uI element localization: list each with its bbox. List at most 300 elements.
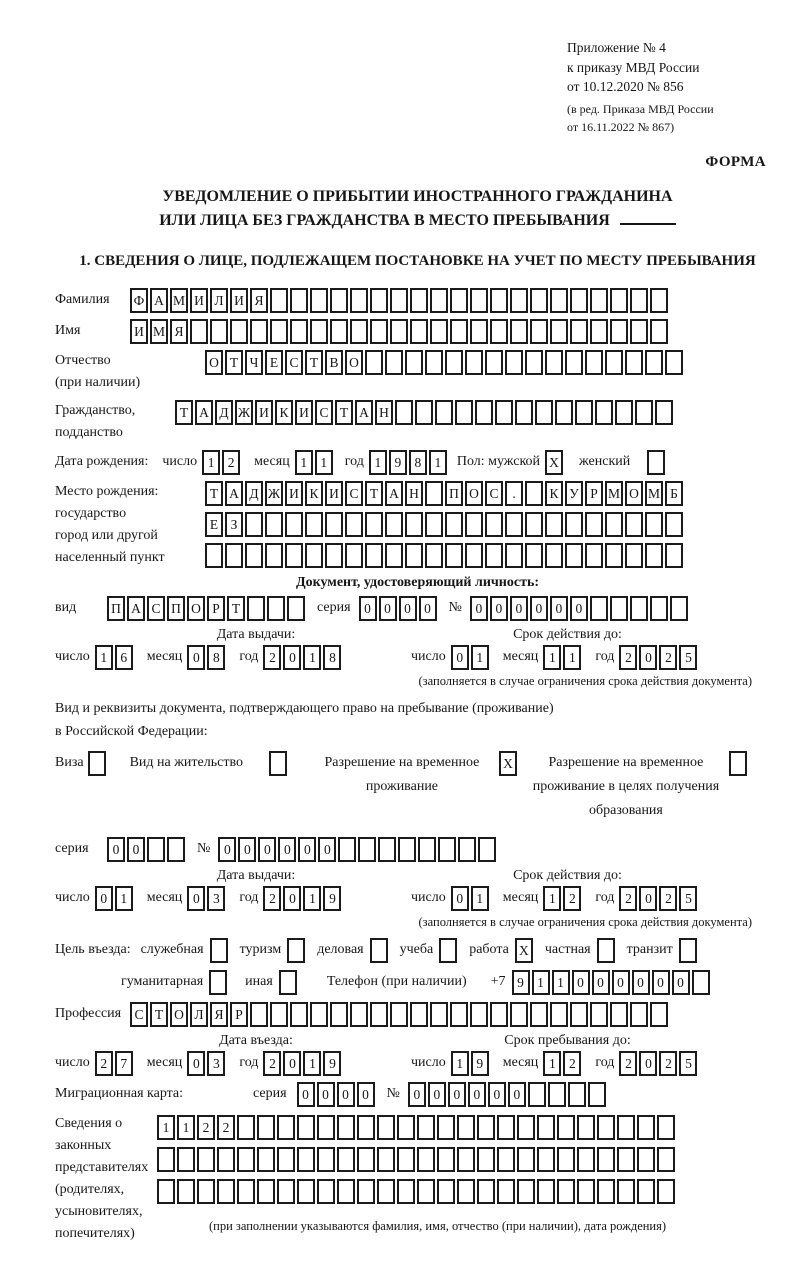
form-cell: 0 xyxy=(652,970,670,995)
number-label: № xyxy=(197,841,211,857)
birth-date-label: Дата рождения: xyxy=(55,454,149,470)
form-cell: Т xyxy=(205,481,223,506)
profession-row xyxy=(55,1002,780,1027)
form-cell: 0 xyxy=(550,596,568,621)
form-cell xyxy=(317,1179,335,1204)
stay-until-heading: Срок пребывания до: xyxy=(504,1032,631,1048)
transit-checkbox xyxy=(679,938,699,963)
form-cell: В xyxy=(325,350,343,375)
form-cell xyxy=(630,288,648,313)
form-cell xyxy=(635,400,653,425)
form-cell xyxy=(370,938,388,963)
citizenship-row xyxy=(55,400,780,444)
form-cell: 2 xyxy=(563,886,581,911)
form-cell xyxy=(270,319,288,344)
form-cell xyxy=(330,1002,348,1027)
form-cell: А xyxy=(150,288,168,313)
form-cell xyxy=(257,1147,275,1172)
form-cell xyxy=(415,400,433,425)
expiry-month-cells xyxy=(543,645,583,670)
form-cell xyxy=(290,319,308,344)
form-cell xyxy=(637,1179,655,1204)
form-cell xyxy=(269,751,287,776)
expiry-day-cells xyxy=(451,645,491,670)
form-cell: Я xyxy=(170,319,188,344)
form-cell xyxy=(385,350,403,375)
form-cell xyxy=(537,1115,555,1140)
form-cell xyxy=(490,319,508,344)
form-cell: 1 xyxy=(95,645,113,670)
form-cell: А xyxy=(195,400,213,425)
form-cell xyxy=(595,400,613,425)
form-cell xyxy=(395,400,413,425)
form-cell xyxy=(590,288,608,313)
appendix-line: Приложение № 4 xyxy=(567,40,666,55)
issue-month-cells xyxy=(187,645,227,670)
form-cell xyxy=(610,596,628,621)
form-cell xyxy=(475,400,493,425)
form-cell xyxy=(692,970,710,995)
section1-heading: 1. СВЕДЕНИЯ О ЛИЦЕ, ПОДЛЕЖАЩЕМ ПОСТАНОВКЕ НА УЧЕТ ПО МЕСТУ ПРЕБЫВАНИЯ xyxy=(79,252,756,269)
form-cell: 2 xyxy=(619,886,637,911)
form-cell xyxy=(505,512,523,537)
form-cell: 2 xyxy=(197,1115,215,1140)
form-cell xyxy=(478,837,496,862)
form-cell: 2 xyxy=(619,1051,637,1076)
form-cell xyxy=(225,543,243,568)
identity-doc-kind-row xyxy=(55,596,780,621)
form-cell xyxy=(88,751,106,776)
form-cell: 0 xyxy=(95,886,113,911)
form-cell: 0 xyxy=(238,837,256,862)
form-cell xyxy=(357,1115,375,1140)
form-cell: 1 xyxy=(369,450,387,475)
appendix-line: к приказу МВД России xyxy=(567,59,700,75)
form-cell xyxy=(270,1002,288,1027)
residence-dates-row xyxy=(55,886,780,911)
month-label: месяц xyxy=(254,454,290,470)
form-cell xyxy=(645,543,663,568)
form-cell: 3 xyxy=(207,1051,225,1076)
surname-label: Фамилия xyxy=(55,292,110,308)
form-cell xyxy=(370,319,388,344)
form-cell: 0 xyxy=(258,837,276,862)
birth-place-block xyxy=(55,481,780,569)
form-cell: Т xyxy=(175,400,193,425)
form-cell: 5 xyxy=(679,886,697,911)
form-cell xyxy=(470,1002,488,1027)
given-name-row xyxy=(55,319,780,344)
form-cell xyxy=(230,319,248,344)
residence-intro-line1: Вид и реквизиты документа, подтверждающего право на пребывание (проживание) xyxy=(55,700,554,716)
form-cell xyxy=(250,319,268,344)
form-cell xyxy=(290,288,308,313)
form-cell xyxy=(405,543,423,568)
visit-purpose-label: Цель въезда: xyxy=(55,942,131,958)
series-label: серия xyxy=(317,600,351,616)
form-cell: С xyxy=(130,1002,148,1027)
form-cell xyxy=(425,512,443,537)
series-label: серия xyxy=(253,1086,287,1102)
form-cell xyxy=(570,319,588,344)
form-title-line2: ИЛИ ЛИЦА БЕЗ ГРАЖДАНСТВА В МЕСТО ПРЕБЫВАНИЯ xyxy=(55,209,780,233)
form-cell: И xyxy=(190,288,208,313)
form-cell xyxy=(330,288,348,313)
form-cell xyxy=(317,1115,335,1140)
form-cell: Д xyxy=(215,400,233,425)
representatives-note: (при заполнении указываются фамилия, имя, отчество (при наличии), дата рождения) xyxy=(209,1218,667,1233)
entry-dates-row xyxy=(55,1051,780,1076)
form-cell: 0 xyxy=(470,596,488,621)
form-cell xyxy=(525,512,543,537)
identity-expiry-note: (заполняется в случае ограничения срока действия документа) xyxy=(418,673,752,688)
form-cell: 2 xyxy=(619,645,637,670)
form-cell xyxy=(397,1179,415,1204)
form-cell xyxy=(610,1002,628,1027)
form-cell xyxy=(297,1179,315,1204)
form-cell xyxy=(437,1147,455,1172)
stay-month-cells xyxy=(543,1051,583,1076)
form-cell xyxy=(237,1179,255,1204)
form-cell xyxy=(568,1082,586,1107)
form-cell xyxy=(425,543,443,568)
form-cell: И xyxy=(295,400,313,425)
form-cell xyxy=(570,288,588,313)
birth-place-cells xyxy=(205,481,685,568)
form-cell: 0 xyxy=(127,837,145,862)
form-cell: 8 xyxy=(323,645,341,670)
doc-number-cells xyxy=(470,596,690,621)
form-cell xyxy=(147,837,165,862)
form-cell: 0 xyxy=(572,970,590,995)
form-cell xyxy=(337,1147,355,1172)
form-cell: 0 xyxy=(408,1082,426,1107)
citizenship-cells xyxy=(175,400,675,425)
form-cell xyxy=(398,837,416,862)
form-cell xyxy=(430,1002,448,1027)
birth-place-row2 xyxy=(205,512,685,537)
form-cell xyxy=(597,1147,615,1172)
form-cell xyxy=(338,837,356,862)
number-label: № xyxy=(448,600,462,616)
form-cell: Я xyxy=(210,1002,228,1027)
form-cell xyxy=(557,1115,575,1140)
form-cell xyxy=(377,1179,395,1204)
form-cell: 0 xyxy=(187,645,205,670)
residence-issue-date: число 0 1 месяц 0 3 год 2 0 1 9 xyxy=(55,886,411,911)
purpose-humanitarian: гуманитарная xyxy=(121,970,229,995)
form-cell xyxy=(577,1147,595,1172)
form-cell: 1 xyxy=(532,970,550,995)
form-cell xyxy=(590,319,608,344)
form-cell: П xyxy=(167,596,185,621)
form-cell xyxy=(217,1147,235,1172)
doc-kind-label: вид xyxy=(55,600,77,616)
form-cell: Л xyxy=(210,288,228,313)
form-cell: 9 xyxy=(471,1051,489,1076)
form-cell xyxy=(545,543,563,568)
issue-date-heading: Дата выдачи: xyxy=(216,867,296,883)
study-checkbox xyxy=(439,938,459,963)
form-cell: С xyxy=(485,481,503,506)
form-cell: 0 xyxy=(218,837,236,862)
form-cell: 0 xyxy=(448,1082,466,1107)
form-cell xyxy=(565,350,583,375)
form-cell xyxy=(545,512,563,537)
form-cell xyxy=(210,938,228,963)
form-cell: 0 xyxy=(490,596,508,621)
form-cell: О xyxy=(187,596,205,621)
form-cell xyxy=(597,1115,615,1140)
form-cell xyxy=(657,1179,675,1204)
form-cell xyxy=(630,596,648,621)
identity-dates-headings xyxy=(55,627,780,643)
form-cell: 0 xyxy=(297,1082,315,1107)
purpose-business: деловая xyxy=(317,938,389,963)
form-cell xyxy=(277,1115,295,1140)
form-cell: 1 xyxy=(303,1051,321,1076)
form-cell: К xyxy=(545,481,563,506)
form-cell xyxy=(257,1179,275,1204)
form-cell: 7 xyxy=(115,1051,133,1076)
form-cell: 0 xyxy=(451,886,469,911)
form-cell xyxy=(528,1082,546,1107)
form-cell xyxy=(610,319,628,344)
form-cell: Я xyxy=(250,288,268,313)
entry-dates-headings xyxy=(55,1033,780,1049)
form-cell: П xyxy=(107,596,125,621)
phone-prefix: +7 xyxy=(490,974,506,990)
form-cell: 1 xyxy=(303,886,321,911)
form-cell xyxy=(358,837,376,862)
form-cell xyxy=(385,543,403,568)
form-cell: 8 xyxy=(207,645,225,670)
form-cell: 0 xyxy=(357,1082,375,1107)
form-cell: О xyxy=(170,1002,188,1027)
form-cell: Д xyxy=(245,481,263,506)
doc-kind-cells xyxy=(107,596,307,621)
form-cell: И xyxy=(230,288,248,313)
form-cell xyxy=(267,596,285,621)
form-cell xyxy=(535,400,553,425)
form-cell xyxy=(537,1179,555,1204)
form-cell xyxy=(505,543,523,568)
sex-female-checkbox xyxy=(647,450,667,475)
phone-cells xyxy=(512,970,712,995)
form-cell xyxy=(377,1147,395,1172)
form-cell: К xyxy=(275,400,293,425)
form-cell xyxy=(450,1002,468,1027)
residence-series-row xyxy=(55,837,780,862)
form-cell: 0 xyxy=(570,596,588,621)
profession-label: Профессия xyxy=(55,1006,122,1022)
form-cell: 0 xyxy=(508,1082,526,1107)
other-checkbox xyxy=(279,970,299,995)
form-cell xyxy=(190,319,208,344)
form-cell xyxy=(679,938,697,963)
revision-line: от 16.11.2022 № 867) xyxy=(567,119,675,134)
form-cell xyxy=(250,1002,268,1027)
form-cell: Н xyxy=(375,400,393,425)
form-cell: Ф xyxy=(130,288,148,313)
birth-place-row3 xyxy=(205,543,685,568)
form-cell xyxy=(610,288,628,313)
form-cell xyxy=(310,1002,328,1027)
form-cell xyxy=(437,1179,455,1204)
temporary-residence-checkbox xyxy=(499,751,519,776)
form-cell xyxy=(650,288,668,313)
form-cell xyxy=(497,1115,515,1140)
form-cell xyxy=(445,350,463,375)
form-cell: 0 xyxy=(639,1051,657,1076)
form-cell xyxy=(525,481,543,506)
form-cell: 0 xyxy=(592,970,610,995)
visit-purpose-row2 xyxy=(121,970,780,995)
form-cell: Б xyxy=(665,481,683,506)
form-cell: 1 xyxy=(429,450,447,475)
visit-purpose-row xyxy=(55,938,780,963)
form-cell: Е xyxy=(265,350,283,375)
form-cell xyxy=(495,400,513,425)
form-cell xyxy=(625,512,643,537)
form-cell xyxy=(655,400,673,425)
issue-day-cells xyxy=(95,645,135,670)
form-cell xyxy=(537,1147,555,1172)
form-cell xyxy=(265,543,283,568)
form-cell xyxy=(590,596,608,621)
form-cell: 1 xyxy=(543,1051,561,1076)
form-cell xyxy=(729,751,747,776)
form-cell xyxy=(510,319,528,344)
form-cell: Н xyxy=(405,481,423,506)
form-cell: И xyxy=(130,319,148,344)
form-cell xyxy=(525,543,543,568)
form-cell xyxy=(370,1002,388,1027)
purpose-work: работа X xyxy=(469,938,535,963)
form-cell: 0 xyxy=(283,645,301,670)
appendix-block xyxy=(567,38,780,136)
official-checkbox xyxy=(210,938,230,963)
form-cell: 0 xyxy=(639,645,657,670)
form-cell xyxy=(605,512,623,537)
expiry-year-cells xyxy=(619,886,699,911)
form-cell: 0 xyxy=(337,1082,355,1107)
form-cell: З xyxy=(225,512,243,537)
form-cell xyxy=(570,1002,588,1027)
form-cell: И xyxy=(325,481,343,506)
migration-number-cells xyxy=(408,1082,608,1107)
form-cell xyxy=(430,288,448,313)
form-cell: 0 xyxy=(283,1051,301,1076)
form-cell xyxy=(455,400,473,425)
form-cell xyxy=(637,1115,655,1140)
form-cell: С xyxy=(345,481,363,506)
option-temporary-residence-education: Разрешение на временное проживание в целях получения образования xyxy=(531,751,749,823)
form-cell xyxy=(630,319,648,344)
form-cell xyxy=(588,1082,606,1107)
form-cell xyxy=(577,1179,595,1204)
form-cell: 5 xyxy=(679,1051,697,1076)
form-cell: Ж xyxy=(235,400,253,425)
form-cell xyxy=(605,543,623,568)
form-title-line1: УВЕДОМЛЕНИЕ О ПРИБЫТИИ ИНОСТРАННОГО ГРАЖДАНИНА xyxy=(162,187,673,205)
form-cell: А xyxy=(385,481,403,506)
representatives-row2 xyxy=(157,1147,677,1172)
form-cell xyxy=(257,1115,275,1140)
appendix-line: от 10.12.2020 № 856 xyxy=(567,79,684,95)
form-cell: И xyxy=(255,400,273,425)
form-cell: 0 xyxy=(428,1082,446,1107)
representatives-cells xyxy=(157,1113,677,1234)
form-cell: С xyxy=(285,350,303,375)
form-cell: 2 xyxy=(217,1115,235,1140)
form-cell: 0 xyxy=(399,596,417,621)
form-cell xyxy=(287,596,305,621)
purpose-official: служебная xyxy=(141,938,230,963)
sex-male-checkbox xyxy=(545,450,565,475)
form-cell: 1 xyxy=(543,645,561,670)
residence-expiry-note: (заполняется в случае ограничения срока действия документа) xyxy=(418,914,752,929)
form-cell xyxy=(365,543,383,568)
form-cell xyxy=(277,1179,295,1204)
form-cell: 9 xyxy=(323,1051,341,1076)
patronymic-cells xyxy=(205,350,685,375)
form-cell xyxy=(597,1179,615,1204)
expiry-day-cells xyxy=(451,886,491,911)
form-cell xyxy=(217,1179,235,1204)
issue-month-cells xyxy=(187,886,227,911)
form-cell xyxy=(437,1115,455,1140)
form-cell xyxy=(545,350,563,375)
form-cell: 1 xyxy=(451,1051,469,1076)
form-cell xyxy=(237,1115,255,1140)
form-cell xyxy=(377,1115,395,1140)
form-cell: 0 xyxy=(632,970,650,995)
migration-card-label: Миграционная карта: xyxy=(55,1086,184,1102)
business-checkbox xyxy=(370,938,390,963)
migration-card-row xyxy=(55,1082,780,1107)
form-cell: Т xyxy=(335,400,353,425)
form-cell xyxy=(385,512,403,537)
form-cell xyxy=(550,1002,568,1027)
form-cell xyxy=(555,400,573,425)
form-cell xyxy=(325,543,343,568)
form-cell: 0 xyxy=(672,970,690,995)
form-cell: 6 xyxy=(115,645,133,670)
visa-checkbox xyxy=(88,751,108,776)
citizenship-label: Гражданство, подданство xyxy=(55,402,136,440)
form-cell xyxy=(605,350,623,375)
form-cell: О xyxy=(465,481,483,506)
form-cell: И xyxy=(285,481,303,506)
issue-day-cells xyxy=(95,886,135,911)
form-cell: 5 xyxy=(679,645,697,670)
form-cell xyxy=(305,512,323,537)
birth-year-cells xyxy=(369,450,449,475)
issue-year-cells xyxy=(263,645,343,670)
form-cell xyxy=(287,938,305,963)
representatives-block xyxy=(55,1113,780,1245)
form-cell xyxy=(370,288,388,313)
form-cell xyxy=(450,319,468,344)
birth-place-row1 xyxy=(205,481,685,506)
form-cell xyxy=(477,1115,495,1140)
form-cell xyxy=(617,1147,635,1172)
form-cell xyxy=(445,543,463,568)
form-cell xyxy=(365,512,383,537)
form-title xyxy=(55,185,780,233)
form-cell xyxy=(617,1115,635,1140)
